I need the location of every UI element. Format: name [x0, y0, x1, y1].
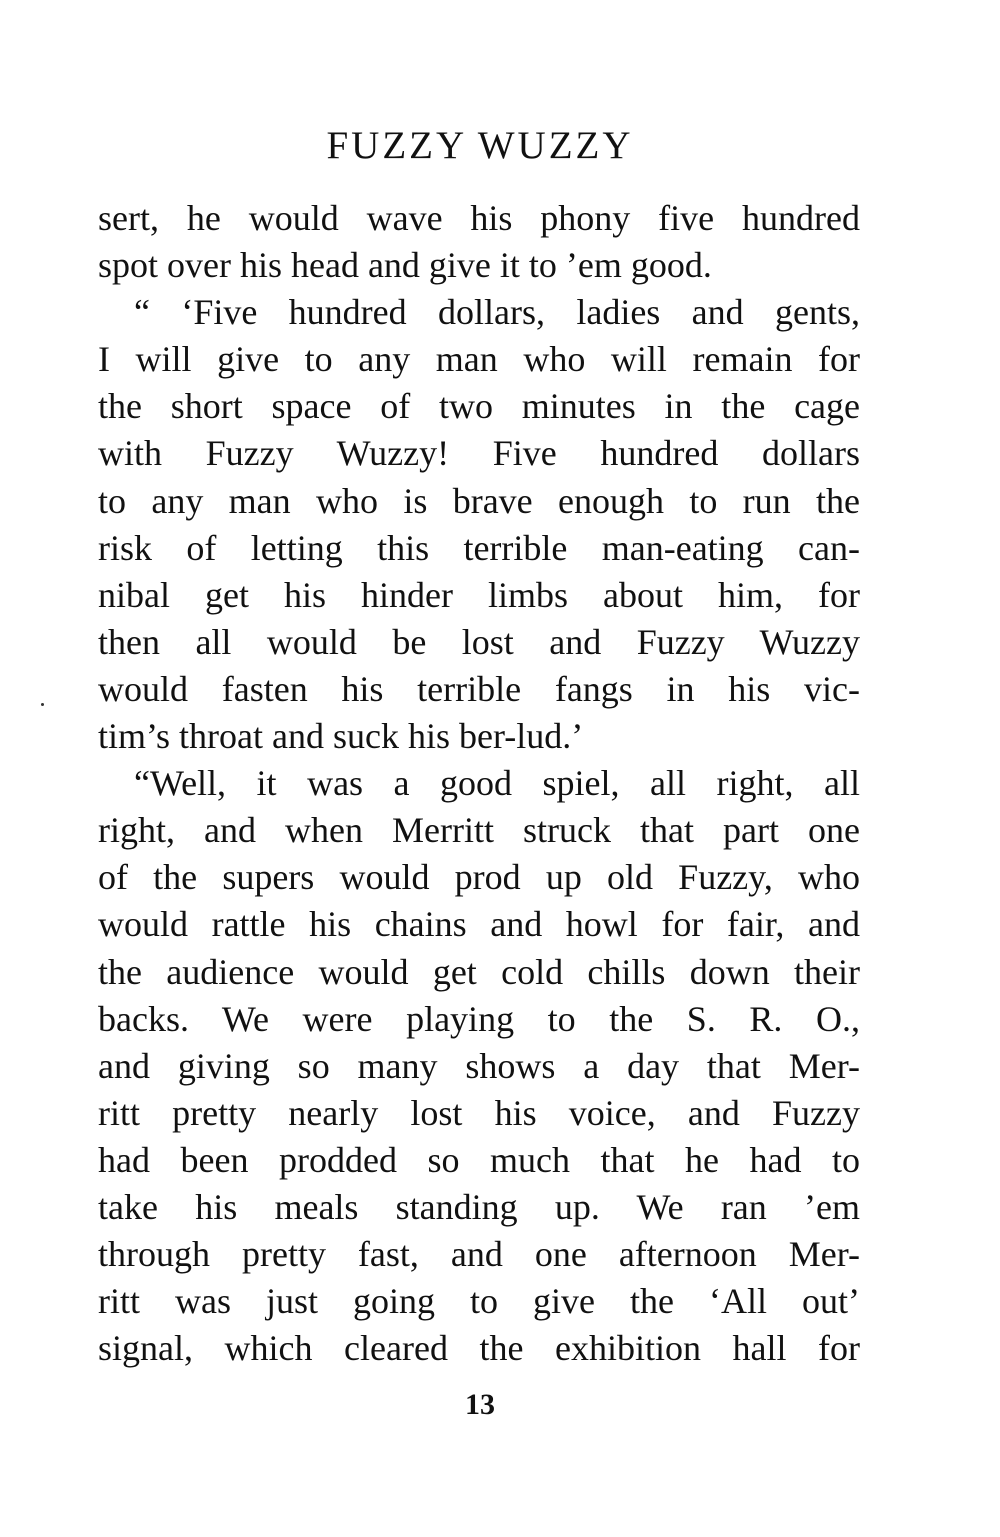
text-line: would rattle his chains and howl for fair, and [98, 904, 860, 945]
text-line: to any man who is brave enough to run the [98, 480, 860, 521]
text-line: risk of letting this terrible man-eating can- [98, 527, 860, 568]
text-line: nibal get his hinder limbs about him, for [98, 574, 860, 615]
text-line: I will give to any man who will remain for [98, 339, 860, 380]
text-line: would fasten his terrible fangs in his vic- [98, 668, 860, 709]
text-line: with Fuzzy Wuzzy! Five hundred dollars [98, 433, 860, 474]
text-line: had been prodded so much that he had to [98, 1139, 860, 1180]
body-text [98, 195, 860, 1372]
text-line: spot over his head and give it to ’em good. [98, 245, 712, 286]
text-line: tim’s throat and suck his ber-lud.’ [98, 716, 584, 757]
text-line: sert, he would wave his phony five hundred [98, 198, 860, 238]
text-line: of the supers would prod up old Fuzzy, who [98, 857, 860, 898]
text-line: take his meals standing up. We ran ’em [98, 1186, 860, 1227]
text-line: the short space of two minutes in the cage [98, 386, 860, 427]
text-line: then all would be lost and Fuzzy Wuzzy [98, 621, 860, 662]
text-line: backs. We were playing to the S. R. O., [98, 998, 860, 1039]
text-line: the audience would get cold chills down their [98, 951, 860, 992]
running-head: FUZZY WUZZY [326, 124, 634, 167]
text-line: and giving so many shows a day that Mer- [98, 1045, 860, 1086]
text-line: ritt was just going to give the ‘All out’ [98, 1281, 860, 1322]
text-line: “Well, it was a good spiel, all right, all [134, 763, 860, 804]
text-line: through pretty fast, and one afternoon Mer- [98, 1234, 860, 1275]
text-line: signal, which cleared the exhibition hall for [98, 1328, 860, 1369]
scan-speck [41, 703, 44, 706]
text-line: “ ‘Five hundred dollars, ladies and gents, [134, 292, 860, 333]
text-line: right, and when Merritt struck that part one [98, 810, 860, 851]
page-number: 13 [465, 1388, 495, 1421]
text-line: ritt pretty nearly lost his voice, and Fuzzy [98, 1092, 860, 1133]
